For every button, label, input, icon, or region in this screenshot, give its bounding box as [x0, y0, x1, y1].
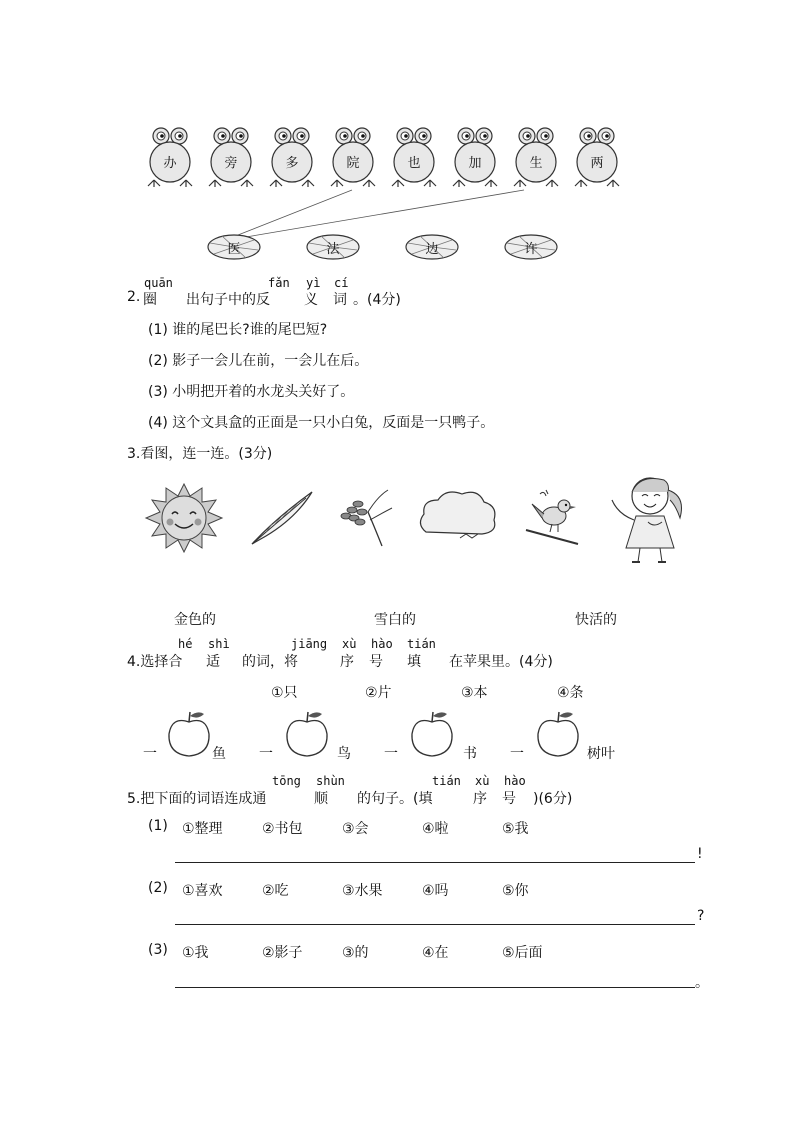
end-punct: 。 [695, 975, 709, 991]
word-chip: ④在 [422, 945, 449, 961]
pinyin: yì [306, 276, 321, 290]
connection-lines [0, 0, 794, 280]
word-chip: ①我 [182, 945, 209, 961]
word-chip: ②吃 [262, 883, 289, 899]
answer-line[interactable] [175, 987, 695, 988]
pinyin: tōng [272, 774, 301, 788]
word-chip: ⑤我 [502, 821, 529, 837]
option: ④条 [557, 685, 584, 701]
sentence-item[interactable]: (2) 影子一会儿在前，一会儿在后。 [148, 353, 369, 369]
match-word[interactable]: 雪白的 [374, 612, 416, 628]
match-line [246, 190, 524, 237]
question-text: 出句子中的反 [186, 292, 270, 308]
noun: 鱼 [212, 746, 226, 762]
pinyin: xù [342, 637, 357, 651]
frog-char: 办 [163, 156, 177, 171]
question-text: 5.把下面的词语连成通 [127, 791, 267, 807]
question-text: 圈 [143, 292, 157, 308]
answer-line[interactable] [175, 862, 695, 863]
leaf-card[interactable] [404, 232, 460, 262]
word-chip: ①喜欢 [182, 883, 223, 899]
pinyin: hé [178, 637, 193, 651]
question-text: 适 [206, 654, 220, 670]
option: ③本 [461, 685, 488, 701]
pinyin: shì [208, 637, 230, 651]
noun: 树叶 [587, 746, 615, 762]
option: ①只 [271, 685, 298, 701]
sentence-item[interactable]: (4) 这个文具盒的正面是一只小白兔，反面是一只鸭子。 [148, 415, 495, 431]
dash: 一 [510, 746, 524, 762]
leaf-card[interactable] [305, 232, 361, 262]
word-chip: ④吗 [422, 883, 449, 899]
question-text: 填 [407, 654, 421, 670]
match-word[interactable]: 金色的 [174, 612, 216, 628]
wheat-icon[interactable] [338, 486, 396, 548]
frog-char: 生 [529, 156, 543, 171]
frog-char: 旁 [224, 156, 238, 171]
feather-icon[interactable] [246, 488, 316, 548]
frog-char: 院 [346, 156, 360, 171]
frog-char: 加 [468, 156, 482, 171]
pinyin: shùn [316, 774, 345, 788]
word-chip: ③会 [342, 821, 369, 837]
leaf-char: 医 [227, 242, 241, 257]
question-text: 顺 [314, 791, 328, 807]
question-text: 序 [473, 791, 487, 807]
end-punct: ! [697, 846, 703, 862]
apple-answer-box[interactable] [284, 710, 330, 758]
question-text: 号 [369, 654, 383, 670]
word-chip: ②影子 [262, 945, 303, 961]
pinyin: tián [407, 637, 436, 651]
question-text: 序 [340, 654, 354, 670]
question-number: 2. [127, 289, 141, 305]
pinyin: tián [432, 774, 461, 788]
question-text: 的词，将 [242, 654, 298, 670]
girl-icon[interactable] [604, 470, 696, 566]
word-chip: ⑤你 [502, 883, 529, 899]
pinyin: xù [475, 774, 490, 788]
pinyin: hào [504, 774, 526, 788]
answer-line[interactable] [175, 924, 695, 925]
word-chip: ③的 [342, 945, 369, 961]
frog-char: 多 [285, 156, 299, 171]
question-title: 3.看图，连一连。(3分) [127, 446, 273, 462]
row-label: (3) [148, 942, 168, 958]
dash: 一 [384, 746, 398, 762]
pinyin: quān [144, 276, 173, 290]
noun: 鸟 [337, 746, 351, 762]
pinyin: hào [371, 637, 393, 651]
sentence-item[interactable]: (3) 小明把开着的水龙头关好了。 [148, 384, 355, 400]
leaf-char: 许 [524, 242, 538, 257]
question-text: 号 [502, 791, 516, 807]
frog-char: 也 [407, 156, 421, 171]
row-label: (2) [148, 880, 168, 896]
leaf-char: 法 [326, 242, 340, 257]
apple-answer-box[interactable] [535, 710, 581, 758]
cloud-icon[interactable] [416, 488, 500, 546]
end-punct: ? [697, 908, 705, 924]
word-chip: ⑤后面 [502, 945, 543, 961]
pinyin: fǎn [268, 276, 290, 290]
word-chip: ①整理 [182, 821, 223, 837]
row-label: (1) [148, 818, 168, 834]
question-text: 义 [304, 292, 318, 308]
question-text: 的句子。(填 [357, 791, 433, 807]
match-line [238, 190, 352, 235]
question-text: 。(4分) [353, 292, 401, 308]
word-chip: ④啦 [422, 821, 449, 837]
question-text: 词 [333, 292, 347, 308]
option: ②片 [365, 685, 392, 701]
pinyin: jiāng [291, 637, 328, 651]
sentence-item[interactable]: (1) 谁的尾巴长?谁的尾巴短? [148, 322, 328, 338]
leaf-char: 边 [425, 242, 439, 257]
question-text: 在苹果里。(4分) [449, 654, 553, 670]
bird-icon[interactable] [522, 488, 582, 548]
frog-char: 两 [590, 156, 604, 171]
word-chip: ③水果 [342, 883, 383, 899]
leaf-card[interactable] [503, 232, 559, 262]
question-text: )(6分) [533, 791, 573, 807]
leaf-card[interactable] [206, 232, 262, 262]
word-chip: ②书包 [262, 821, 303, 837]
apple-answer-box[interactable] [166, 710, 212, 758]
sun-icon[interactable] [144, 482, 224, 554]
noun: 书 [463, 746, 477, 762]
pinyin: cí [334, 276, 349, 290]
dash: 一 [259, 746, 273, 762]
question-text: 4.选择合 [127, 654, 183, 670]
match-word[interactable]: 快活的 [575, 612, 617, 628]
dash: 一 [143, 746, 157, 762]
apple-answer-box[interactable] [409, 710, 455, 758]
